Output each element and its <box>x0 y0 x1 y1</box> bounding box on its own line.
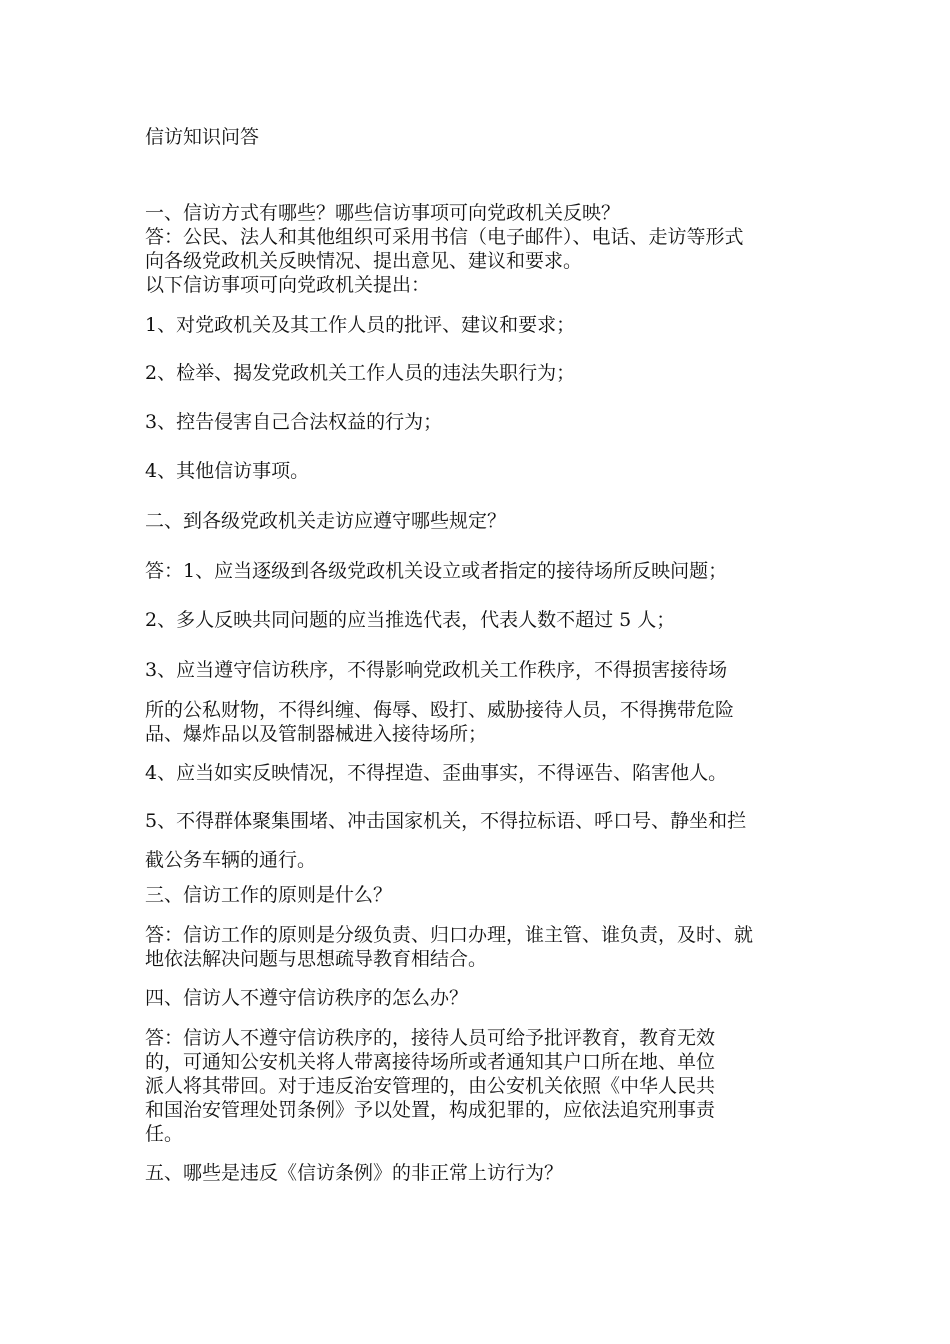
answer-2-item-3-line-2: 所的公私财物，不得纠缠、侮辱、殴打、威胁接待人员，不得携带危险 <box>145 699 735 721</box>
question-3-heading: 三、信访工作的原则是什么？ <box>145 884 393 906</box>
question-2-heading: 二、到各级党政机关走访应遵守哪些规定？ <box>145 510 507 532</box>
answer-1-line-3: 以下信访事项可向党政机关提出： <box>145 274 431 296</box>
answer-2-item-3-line-1: 3、应当遵守信访秩序，不得影响党政机关工作秩序，不得损害接待场 <box>145 659 728 681</box>
answer-4-line-1: 答：信访人不遵守信访秩序的，接待人员可给予批评教育，教育无效 <box>145 1027 716 1049</box>
document-title: 信访知识问答 <box>145 126 260 148</box>
answer-4-line-3: 派人将其带回。对于违反治安管理的，由公安机关依照《中华人民共 <box>145 1075 716 1097</box>
answer-2-item-4: 4、应当如实反映情况，不得捏造、歪曲事实，不得诬告、陷害他人。 <box>145 762 728 784</box>
answer-1-line-1: 答：公民、法人和其他组织可采用书信（电子邮件）、电话、走访等形式 <box>145 226 744 248</box>
answer-4-line-2: 的，可通知公安机关将人带离接待场所或者通知其户口所在地、单位 <box>145 1051 716 1073</box>
answer-4-line-4: 和国治安管理处罚条例》予以处置，构成犯罪的，应依法追究刑事责 <box>145 1099 716 1121</box>
answer-2-item-1: 答：1、应当逐级到各级党政机关设立或者指定的接待场所反映问题； <box>145 560 728 582</box>
answer-3-line-2: 地依法解决问题与思想疏导教育相结合。 <box>145 948 488 970</box>
answer-2-item-2: 2、多人反映共同问题的应当推选代表，代表人数不超过 5 人； <box>145 609 676 631</box>
answer-2-item-3-line-3: 品、爆炸品以及管制器械进入接待场所； <box>145 723 488 745</box>
answer-1-item-3: 3、控告侵害自己合法权益的行为； <box>145 411 443 433</box>
answer-1-item-1: 1、对党政机关及其工作人员的批评、建议和要求； <box>145 314 576 336</box>
answer-4-line-5: 任。 <box>145 1123 184 1145</box>
answer-1-item-2: 2、检举、揭发党政机关工作人员的违法失职行为； <box>145 362 576 384</box>
answer-1-line-2: 向各级党政机关反映情况、提出意见、建议和要求。 <box>145 250 583 272</box>
answer-2-item-5-line-1: 5、不得群体聚集围堵、冲击国家机关，不得拉标语、呼口号、静坐和拦 <box>145 810 747 832</box>
answer-1-item-4: 4、其他信访事项。 <box>145 460 310 482</box>
question-4-heading: 四、信访人不遵守信访秩序的怎么办？ <box>145 987 469 1009</box>
answer-2-item-5-line-2: 截公务车辆的通行。 <box>145 849 317 871</box>
answer-3-line-1: 答：信访工作的原则是分级负责、归口办理，谁主管、谁负责，及时、就 <box>145 924 754 946</box>
question-1-heading: 一、信访方式有哪些？哪些信访事项可向党政机关反映？ <box>145 202 621 224</box>
question-5-heading: 五、哪些是违反《信访条例》的非正常上访行为？ <box>145 1162 564 1184</box>
